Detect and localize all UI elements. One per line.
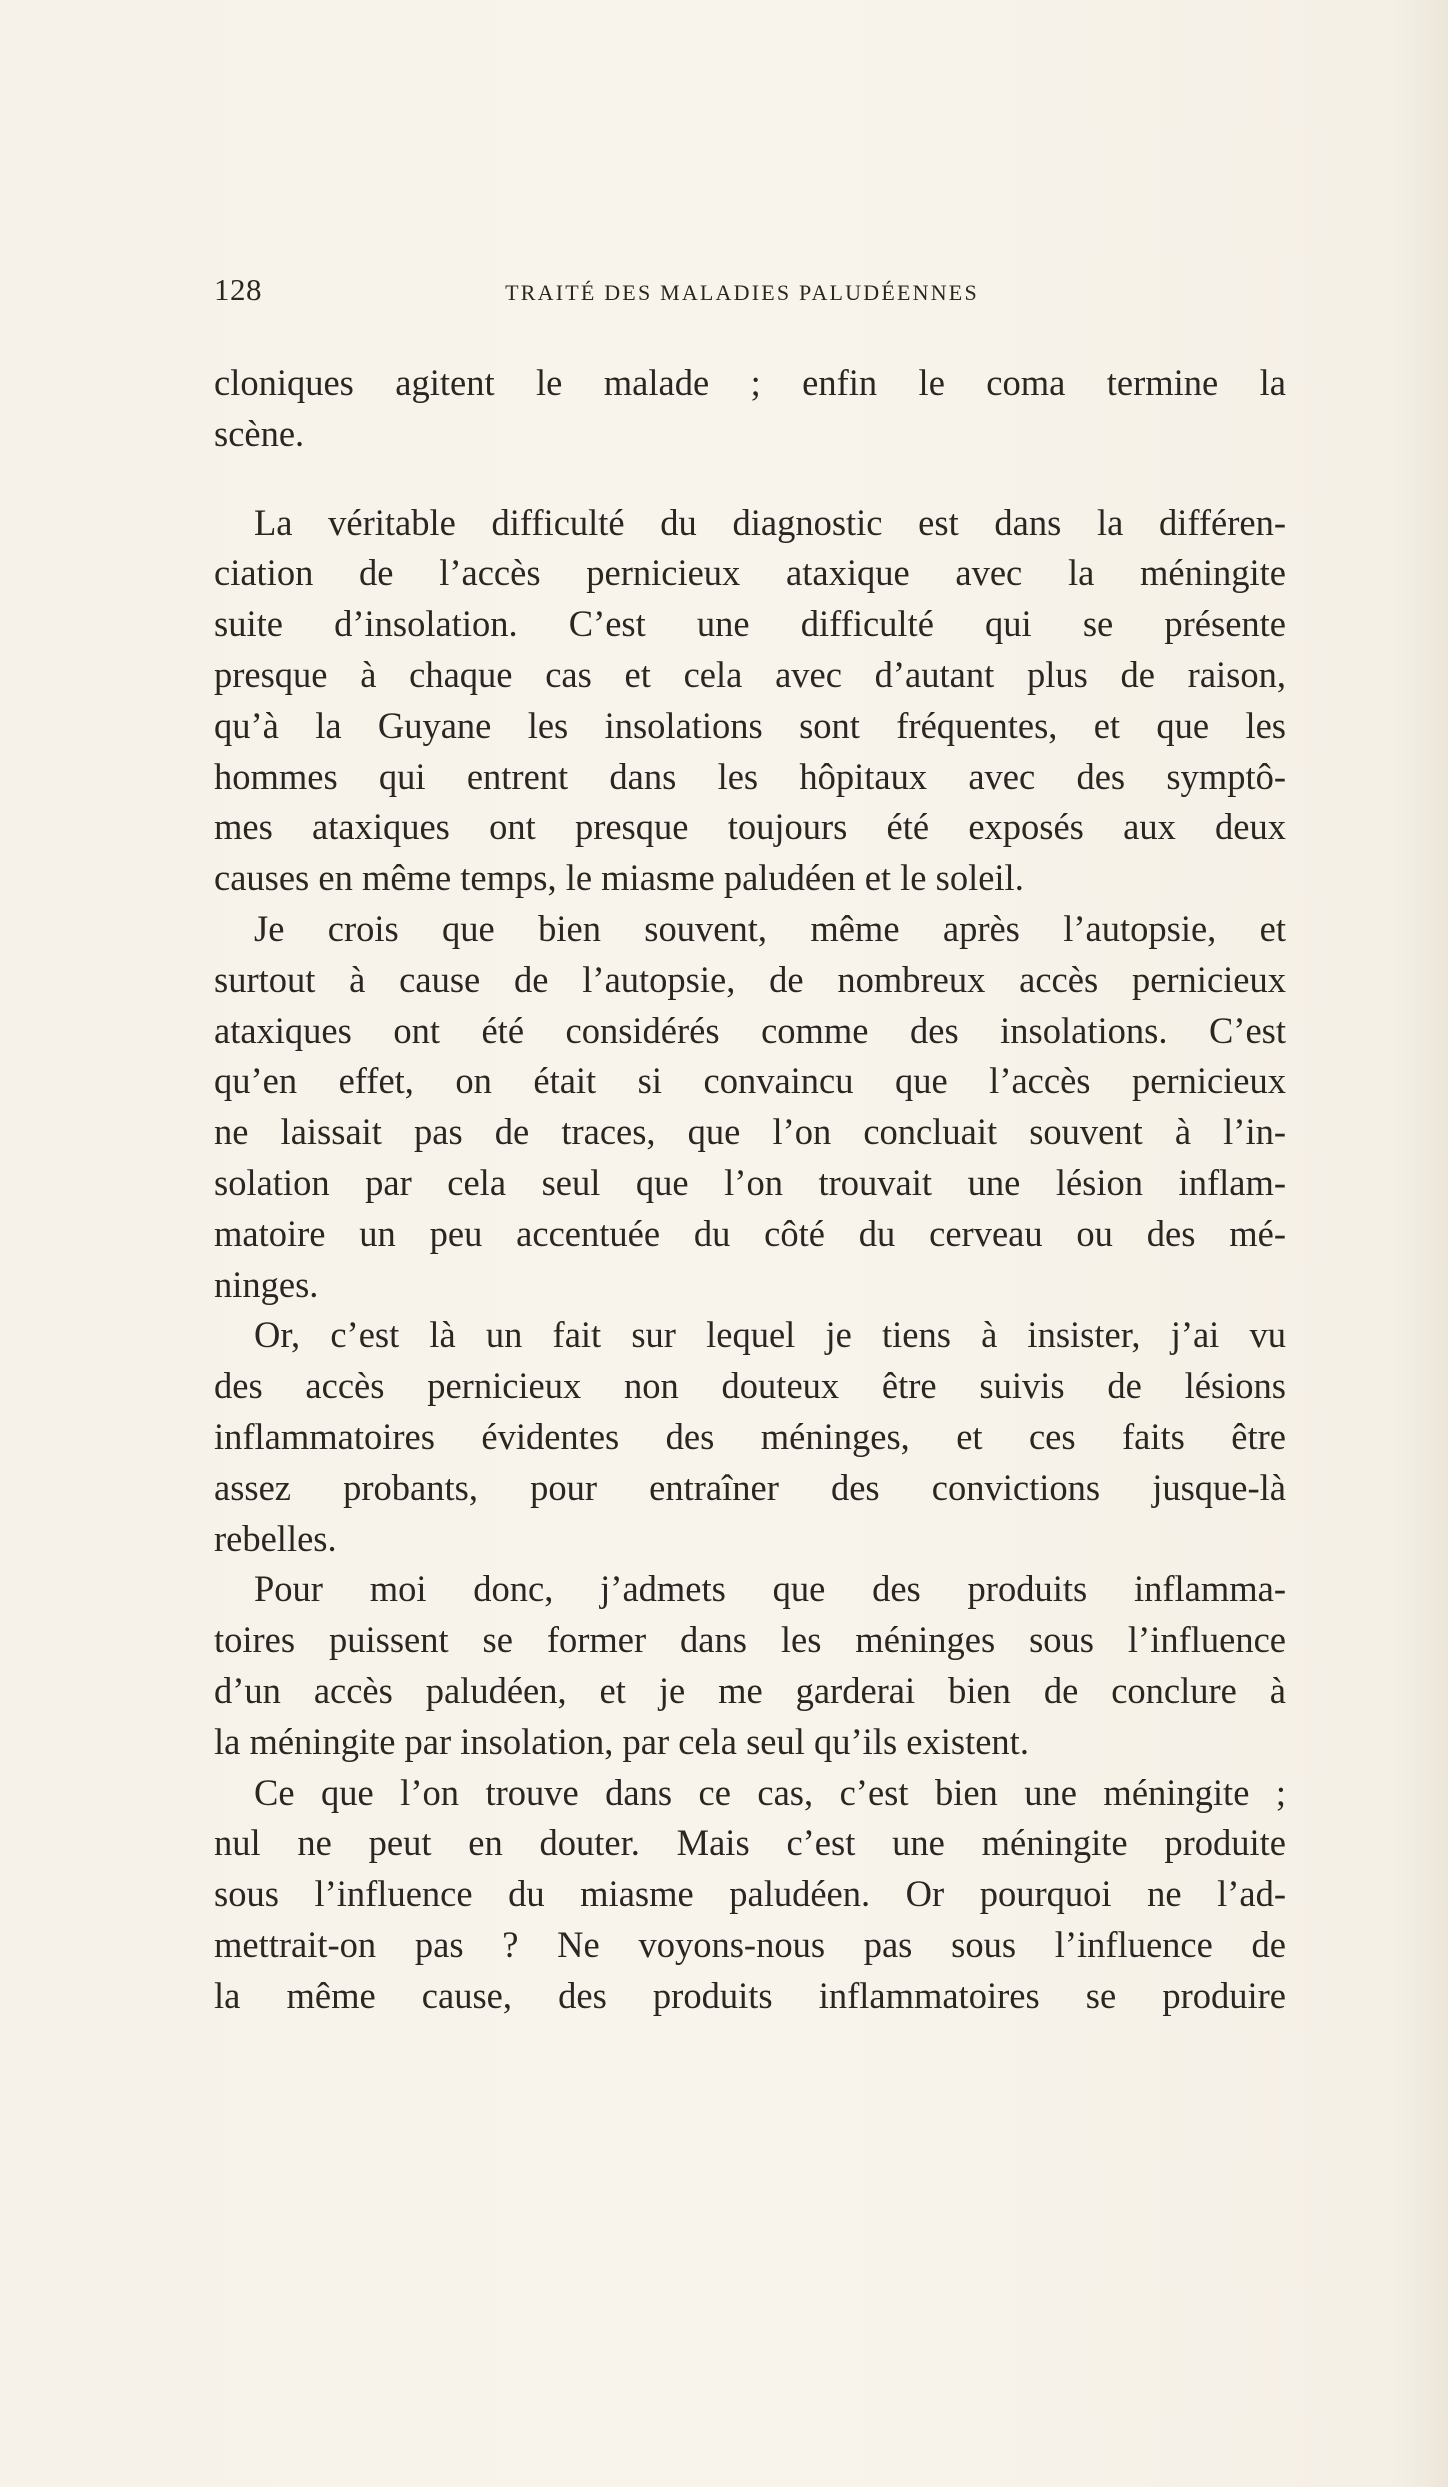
text-line: assez probants, pour entraîner des convictions jusque-là [214, 1466, 1286, 1508]
text-line: solation par cela seul que l’on trouvait une lésion inflam- [214, 1161, 1286, 1203]
text-line: ninges. [214, 1263, 319, 1305]
text-line: hommes qui entrent dans les hôpitaux avec des symptô- [214, 755, 1286, 797]
text-line: rebelles. [214, 1517, 337, 1559]
text-line: qu’à la Guyane les insolations sont fréquentes, et que les [214, 704, 1286, 746]
text-line: Je crois que bien souvent, même après l’autopsie, et [254, 907, 1286, 949]
running-title: TRAITÉ DES MALADIES PALUDÉENNES [505, 280, 979, 305]
text-line: nul ne peut en douter. Mais c’est une méningite produite [214, 1822, 1286, 1864]
text-line: matoire un peu accentuée du côté du cerveau ou des mé- [214, 1212, 1286, 1254]
text-line: suite d’insolation. C’est une difficulté qui se présente [214, 603, 1286, 645]
text-line: toires puissent se former dans les méninges sous l’influence [214, 1619, 1286, 1661]
text-line: cloniques agitent le malade ; enfin le coma termine la [214, 362, 1286, 403]
text-line: mettrait-on pas ? Ne voyons-nous pas sous l’influence de [214, 1923, 1286, 1965]
text-line: scène. [214, 412, 305, 454]
text-line: qu’en effet, on était si convaincu que l’accès pernicieux [214, 1060, 1286, 1102]
text-line: la même cause, des produits inflammatoires se produire [214, 1974, 1286, 2016]
text-line: causes en même temps, le miasme paludéen et le soleil. [214, 857, 1024, 899]
text-line: Ce que l’on trouve dans ce cas, c’est bien une méningite ; [254, 1771, 1286, 1813]
paragraph-gap [214, 460, 1286, 498]
text-line: mes ataxiques ont presque toujours été exposés aux deux [214, 806, 1286, 848]
text-line: d’un accès paludéen, et je me garderai bien de conclure à [214, 1669, 1286, 1711]
text-line: presque à chaque cas et cela avec d’autant plus de raison, [214, 653, 1286, 695]
text-line: des accès pernicieux non douteux être suivis de lésions [214, 1365, 1286, 1407]
text-line: inflammatoires évidentes des méninges, et ces faits être [214, 1415, 1286, 1457]
text-line: sous l’influence du miasme paludéen. Or pourquoi ne l’ad- [214, 1873, 1286, 1915]
text-line: La véritable difficulté du diagnostic est dans la différen- [254, 501, 1286, 543]
text-line: Pour moi donc, j’admets que des produits inflamma- [254, 1568, 1286, 1610]
text-line: ciation de l’accès pernicieux ataxique avec la méningite [214, 552, 1286, 594]
text-line: la méningite par insolation, par cela seul qu’ils existent. [214, 1720, 1029, 1762]
text-line: Or, c’est là un fait sur lequel je tiens à insister, j’ai vu [254, 1314, 1286, 1356]
text-line: surtout à cause de l’autopsie, de nombreux accès pernicieux [214, 958, 1286, 1000]
page-number: 128 [214, 272, 262, 307]
page-header [214, 272, 1224, 316]
text-line: ne laissait pas de traces, que l’on concluait souvent à l’in- [214, 1111, 1286, 1153]
text-line: ataxiques ont été considérés comme des insolations. C’est [214, 1009, 1286, 1051]
body-text [214, 358, 1286, 2022]
